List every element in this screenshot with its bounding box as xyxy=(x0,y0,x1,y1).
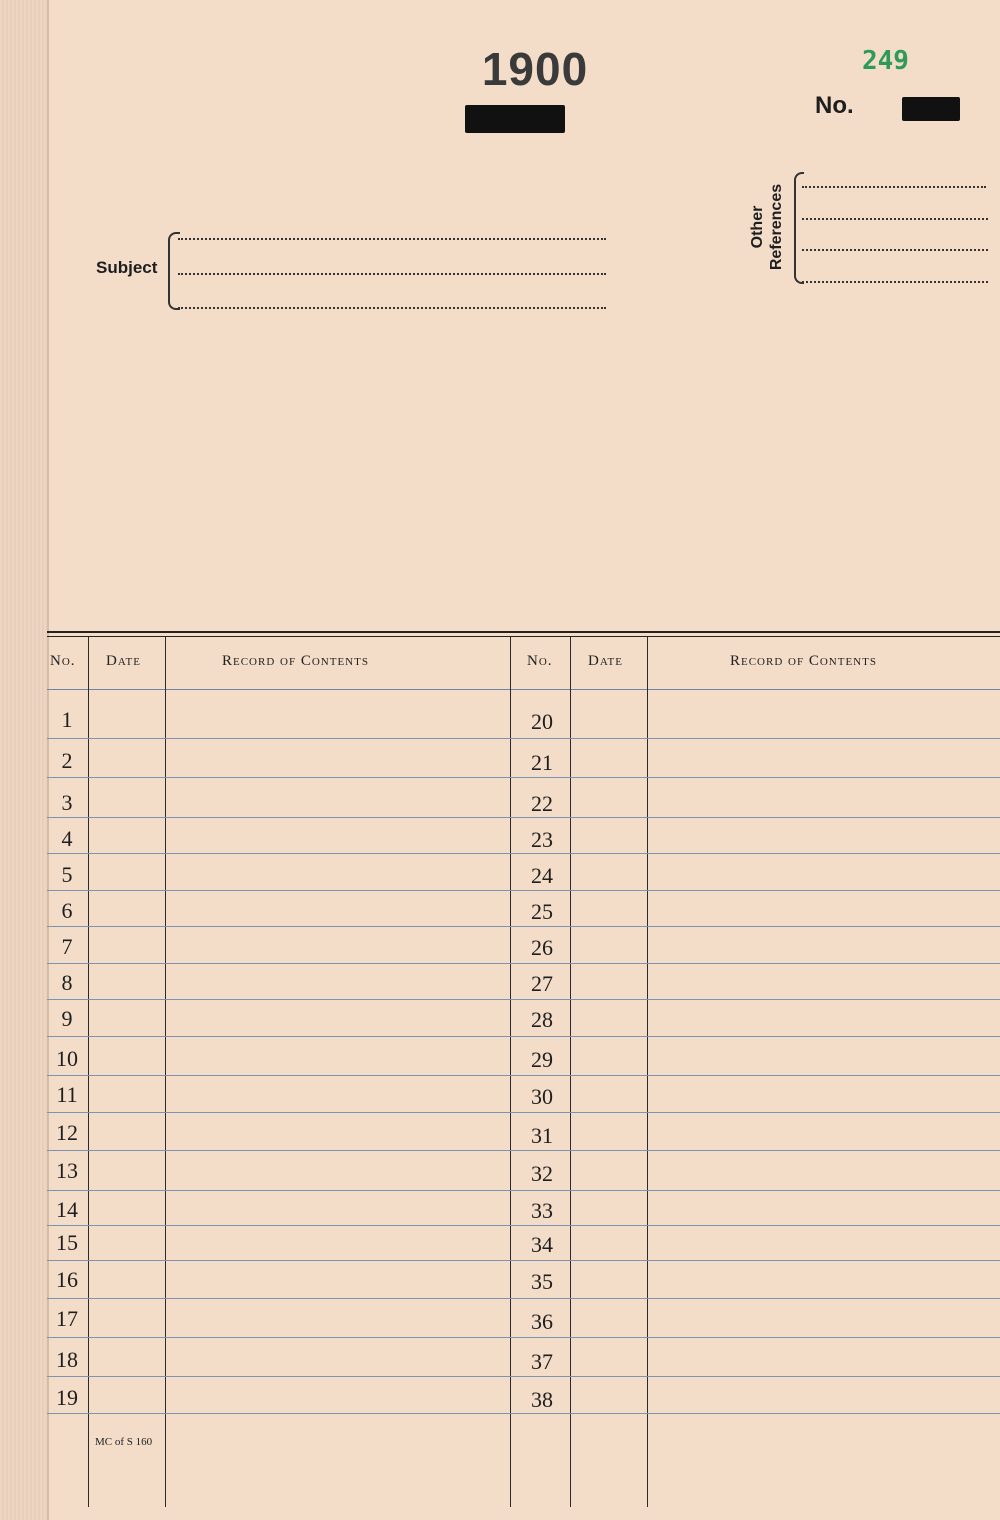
subject-brace xyxy=(168,232,180,310)
redaction-bar xyxy=(465,105,565,133)
row-number-right: 27 xyxy=(531,971,553,996)
row-number-left: 2 xyxy=(61,748,73,773)
row-number-left: 14 xyxy=(56,1197,78,1222)
reference-line[interactable] xyxy=(802,281,988,283)
row-number-right: 20 xyxy=(531,709,553,734)
subject-line[interactable] xyxy=(178,307,606,309)
row-number-right: 37 xyxy=(531,1349,553,1374)
row-number-right: 34 xyxy=(531,1232,553,1257)
year-stamp: 1900 xyxy=(481,43,589,95)
row-number-left: 3 xyxy=(61,790,73,815)
row-number-right: 26 xyxy=(531,935,553,960)
table-row-line xyxy=(47,1150,1000,1151)
table-row-line xyxy=(47,1225,1000,1226)
row-number-right: 30 xyxy=(531,1084,553,1109)
references-brace xyxy=(794,172,804,284)
row-number-left: 19 xyxy=(56,1385,78,1410)
row-number-left: 4 xyxy=(61,826,73,851)
row-number-right: 31 xyxy=(531,1123,553,1148)
table-row-line xyxy=(47,1112,1000,1113)
table-row-line xyxy=(47,1413,1000,1414)
col-record-left: Record of Contents xyxy=(222,653,369,669)
subject-line[interactable] xyxy=(178,238,606,240)
subject-label: Subject xyxy=(96,258,158,277)
row-number-right: 33 xyxy=(531,1198,553,1223)
row-number-left: 12 xyxy=(56,1120,78,1145)
col-no-right: No. xyxy=(527,653,553,669)
row-number-left: 11 xyxy=(56,1082,78,1107)
table-row-line xyxy=(47,999,1000,1000)
row-number-right: 29 xyxy=(531,1047,553,1072)
col-date-left: Date xyxy=(106,653,141,669)
row-number-right: 36 xyxy=(531,1309,553,1334)
other-references-label: Other References xyxy=(749,183,785,271)
table-row-line xyxy=(47,1376,1000,1377)
row-number-right: 22 xyxy=(531,791,553,816)
table-top-rule xyxy=(47,631,1000,633)
row-number-left: 10 xyxy=(56,1046,78,1071)
row-number-right: 38 xyxy=(531,1387,553,1412)
table-header-rule xyxy=(47,689,1000,690)
table-row-line xyxy=(47,1190,1000,1191)
row-number-right: 28 xyxy=(531,1007,553,1032)
table-row-line xyxy=(47,738,1000,739)
table-row-line xyxy=(47,926,1000,927)
table-row-line xyxy=(47,963,1000,964)
table-row-line xyxy=(47,1075,1000,1076)
table-row-line xyxy=(47,817,1000,818)
reference-line[interactable] xyxy=(802,186,986,188)
col-date-right: Date xyxy=(588,653,623,669)
table-row-line xyxy=(47,1298,1000,1299)
redaction-bar xyxy=(902,97,960,121)
subject-line[interactable] xyxy=(178,273,606,275)
col-no-left: No. xyxy=(50,653,76,669)
col-record-right: Record of Contents xyxy=(730,653,877,669)
form-code: MC of S 160 xyxy=(95,1436,153,1448)
row-number-left: 7 xyxy=(61,934,73,959)
row-number-right: 35 xyxy=(531,1269,553,1294)
table-row-line xyxy=(47,853,1000,854)
table-row-line xyxy=(47,1337,1000,1338)
row-number-left: 18 xyxy=(56,1347,78,1372)
table-row-line xyxy=(47,1036,1000,1037)
row-number-left: 8 xyxy=(61,970,73,995)
table-top-rule-2 xyxy=(47,636,1000,637)
reference-line[interactable] xyxy=(802,218,988,220)
row-number-left: 1 xyxy=(61,707,73,732)
row-number-right: 23 xyxy=(531,827,553,852)
row-number-right: 32 xyxy=(531,1161,553,1186)
row-number-left: 17 xyxy=(56,1306,78,1331)
row-number-right: 25 xyxy=(531,899,553,924)
table-row-line xyxy=(47,777,1000,778)
binding-spine xyxy=(0,0,49,1520)
table-row-line xyxy=(47,890,1000,891)
number-label: No. xyxy=(815,92,854,119)
row-number-left: 9 xyxy=(61,1006,73,1031)
row-number-right: 21 xyxy=(531,750,553,775)
row-number-right: 24 xyxy=(531,863,553,888)
row-number-left: 15 xyxy=(56,1230,78,1255)
row-number-left: 16 xyxy=(56,1267,78,1292)
row-number-left: 5 xyxy=(61,862,73,887)
reference-line[interactable] xyxy=(802,249,988,251)
file-number-stamp: 249 xyxy=(862,46,909,76)
row-number-left: 13 xyxy=(56,1158,78,1183)
row-number-left: 6 xyxy=(61,898,73,923)
table-row-line xyxy=(47,1260,1000,1261)
